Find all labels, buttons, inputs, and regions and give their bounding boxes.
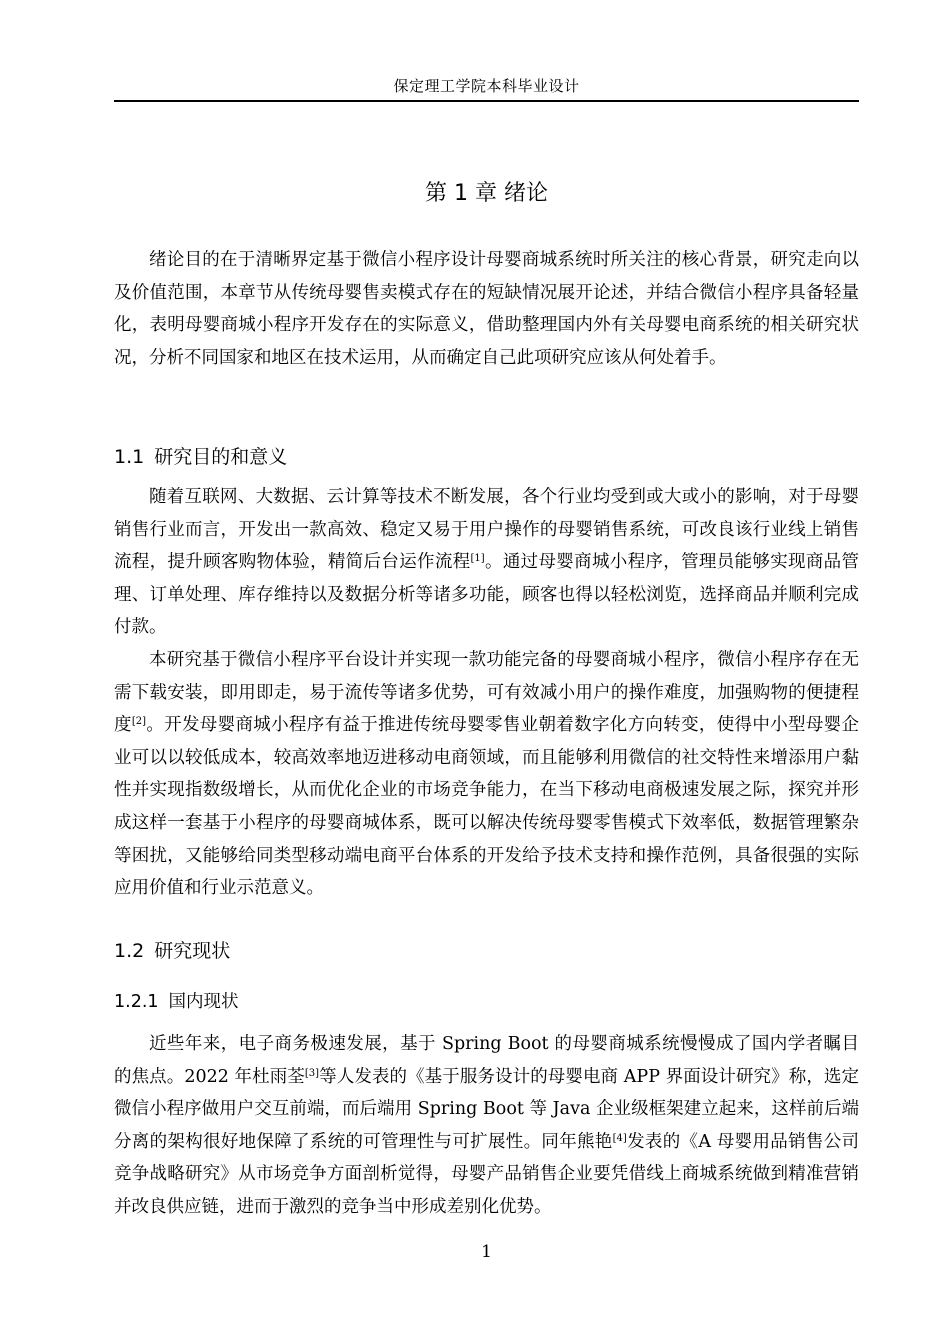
subsection-title: 国内现状 — [168, 992, 239, 1012]
section-title: 研究现状 — [154, 940, 231, 962]
citation: [3] — [304, 1067, 320, 1079]
section-heading-1-1 — [114, 443, 859, 471]
citation: [1] — [470, 553, 485, 565]
subsection-heading-1-2-1 — [114, 989, 859, 1015]
running-header: 保定理工学院本科毕业设计 — [393, 77, 580, 95]
section-title: 研究目的和意义 — [154, 446, 288, 468]
paragraph-text: 本研究基于微信小程序平台设计并实现一款功能完备的母婴商城小程序，微信小程序存在无需下载安装，即用即走，易于流传等诸多优势，可有效减小用户的操作难度，加强购物的便捷程度 — [114, 650, 859, 736]
paragraph-1-2-1 — [114, 1028, 859, 1224]
paragraph-1-1-a — [114, 481, 859, 644]
citation: [2] — [131, 716, 146, 728]
subsection-number: 1.2.1 — [114, 992, 159, 1012]
section-number: 1.2 — [114, 940, 145, 962]
paragraph-text: 等人发表的《基于服务设计的母婴电商 APP 界面设计研究》称，选定微信小程序做用户交互前端，而后端用 Spring Boot 等 Java 企业级框架建立起来，这样前后端分离的架构很好地保障了系统的可管理性与可扩展性。同年熊艳 — [114, 1066, 859, 1152]
paragraph-text: 随着互联网、大数据、云计算等技术不断发展，各个行业均受到或大或小的影响，对于母婴销售行业而言，开发出一款高效、稳定又易于用户操作的母婴销售系统，可改良该行业线上销售流程，提升顾客购物体验，精简后台运作流程 — [114, 487, 859, 573]
section-heading-1-2 — [114, 937, 859, 965]
paragraph-text: 。开发母婴商城小程序有益于推进传统母婴零售业朝着数字化方向转变，使得中小型母婴企业可以以较低成本，较高效率地迈进移动电商领域，而且能够利用微信的社交特性来增添用户黏性并实现指数级增长，从而优化企业的市场竞争能力，在当下移动电商极速发展之际，探究并形成这样一套基于小程序的母婴商城体系，既可以解决传统母婴零售模式下效率低，数据管理繁杂等困扰，又能够给同类型移动端电商平台体系的开发给予技术支持和操作范例，具备很强的实际应用价值和行业示范意义。 — [114, 715, 859, 899]
paragraph-1-1-b — [114, 644, 859, 905]
intro-paragraph: 绪论目的在于清晰界定基于微信小程序设计母婴商城系统时所关注的核心背景，研究走向以及价值范围，本章节从传统母婴售卖模式存在的短缺情况展开论述，并结合微信小程序具备轻量化，表明母婴商城小程序开发存在的实际意义，借助整理国内外有关母婴电商系统的相关研究状况，分析不同国家和地区在技术运用，从而确定自己此项研究应该从何处着手。 — [114, 250, 859, 368]
paragraph-text: 。通过母婴商城小程序，管理员能够实现商品管理、订单处理、库存维持以及数据分析等诸多功能，顾客也得以轻松浏览，选择商品并顺利完成付款。 — [114, 552, 859, 638]
chapter-title: 第 1 章 绪论 — [425, 181, 548, 206]
paragraph-text: 近些年来，电子商务极速发展，基于 Spring Boot 的母婴商城系统慢慢成了国内学者瞩目的焦点。2022 年杜雨荃 — [114, 1034, 859, 1087]
header-rule — [114, 100, 859, 102]
page-number: 1 — [481, 1242, 492, 1262]
section-number: 1.1 — [114, 446, 145, 468]
paragraph-text: 发表的《A 母婴用品销售公司竞争战略研究》从市场竞争方面剖析觉得，母婴产品销售企业要凭借线上商城系统做到精准营销并改良供应链，进而于激烈的竞争当中形成差别化优势。 — [114, 1131, 859, 1217]
citation: [4] — [612, 1132, 627, 1144]
